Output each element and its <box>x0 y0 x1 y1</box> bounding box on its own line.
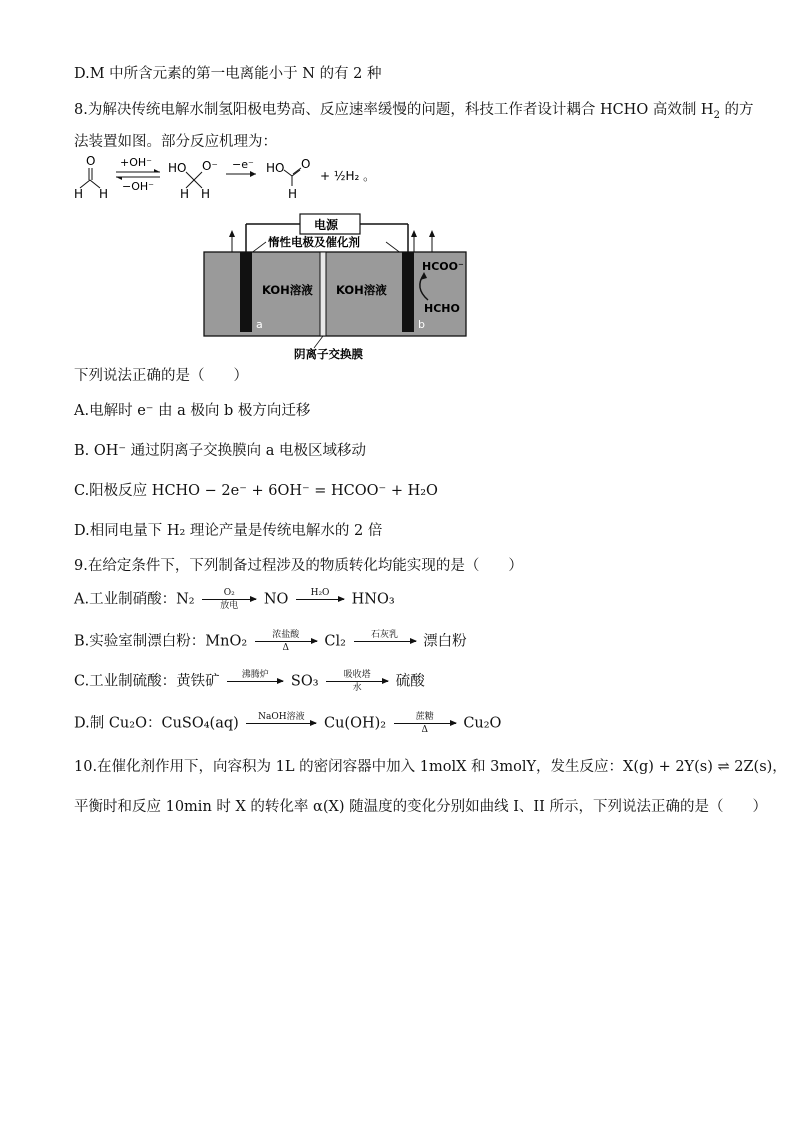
mech-o1: O <box>86 154 96 168</box>
q8-option-b: B. OH⁻ 通过阴离子交换膜向 a 电极区域移动 <box>74 443 367 459</box>
power-supply-label: 电源 <box>314 218 339 232</box>
electrode-a <box>240 252 252 332</box>
mech-plus-half-h2: + ½H₂ 。 <box>320 169 376 183</box>
right-koh-label: KOH溶液 <box>336 283 387 297</box>
membrane-label: 阴离子交换膜 <box>294 347 363 360</box>
q8-stem-line1: 8.为解决传统电解水制氢阳极电势高、反应速率缓慢的问题，科技工作者设计耦合 HCHO 高效制 $H_2$ 的方 <box>74 102 754 121</box>
mech-h1: H <box>74 187 84 201</box>
mech-minus-e: −e⁻ <box>232 158 254 171</box>
q8-mechanism <box>70 150 400 206</box>
hcho-label: HCHO <box>424 302 460 315</box>
mech-h4: H <box>201 187 211 201</box>
mech-o-minus: O⁻ <box>202 159 218 173</box>
left-koh-label: KOH溶液 <box>262 283 313 297</box>
mech-ho2: HO <box>266 161 285 175</box>
mech-h5: H <box>288 187 298 201</box>
q8-question: 下列说法正确的是（ ） <box>74 368 248 384</box>
mech-h3: H <box>180 187 190 201</box>
q8-option-c: C.阳极反应 HCHO − 2e⁻ + 6OH⁻ = HCOO⁻ + H₂O <box>74 483 438 499</box>
mech-plus-oh: +OH⁻ <box>120 156 152 169</box>
electrode-label: 惰性电极及催化剂 <box>268 235 360 249</box>
mech-h2: H <box>99 187 109 201</box>
mech-minus-oh: −OH⁻ <box>122 180 154 193</box>
q9-option-c: C.工业制硫酸：黄铁矿 沸腾炉 SO₃ 吸收塔 水 硫酸 <box>74 670 425 693</box>
electrode-a-label: a <box>256 318 263 331</box>
q9-option-d: D.制 Cu₂O：CuSO₄(aq) NaOH溶液 Cu(OH)₂ 蔗糖 Δ Cu₂O <box>74 712 502 735</box>
q9-stem: 9.在给定条件下，下列制备过程涉及的物质转化均能实现的是（ ） <box>74 558 523 574</box>
electrode-b <box>402 252 414 332</box>
mech-ho: HO <box>168 161 187 175</box>
anion-exchange-membrane <box>320 252 326 336</box>
q8-stem-line2: 法装置如图。部分反应机理为： <box>74 134 277 150</box>
q9-option-b: B.实验室制漂白粉：MnO₂ 浓盐酸 Δ Cl₂ 石灰乳 漂白粉 <box>74 630 467 653</box>
q10-line2: 平衡时和反应 10min 时 X 的转化率 α(X) 随温度的变化分别如曲线 I、II 所示，下列说法正确的是（ ） <box>74 799 767 815</box>
q10-line1: 10.在催化剂作用下，向容积为 1L 的密闭容器中加入 1molX 和 3molY，发生反应：X(g) + 2Y(s) ⇌ 2Z(s)， <box>74 759 787 775</box>
hcoo-label: HCOO⁻ <box>422 260 464 273</box>
q9-option-a: A.工业制硝酸：N₂ O₂ 放电 NO H₂O HNO₃ <box>74 588 395 611</box>
q8-option-d: D.相同电量下 H₂ 理论产量是传统电解水的 2 倍 <box>74 523 383 539</box>
electrode-b-label: b <box>418 318 425 331</box>
q8-option-a: A.电解时 e⁻ 由 a 极向 b 极方向迁移 <box>74 403 311 419</box>
mech-o2: O <box>301 157 311 171</box>
q8-electrolysis-diagram <box>196 208 486 360</box>
q7-option-d: D.M 中所含元素的第一电离能小于 N 的有 2 种 <box>74 66 382 82</box>
